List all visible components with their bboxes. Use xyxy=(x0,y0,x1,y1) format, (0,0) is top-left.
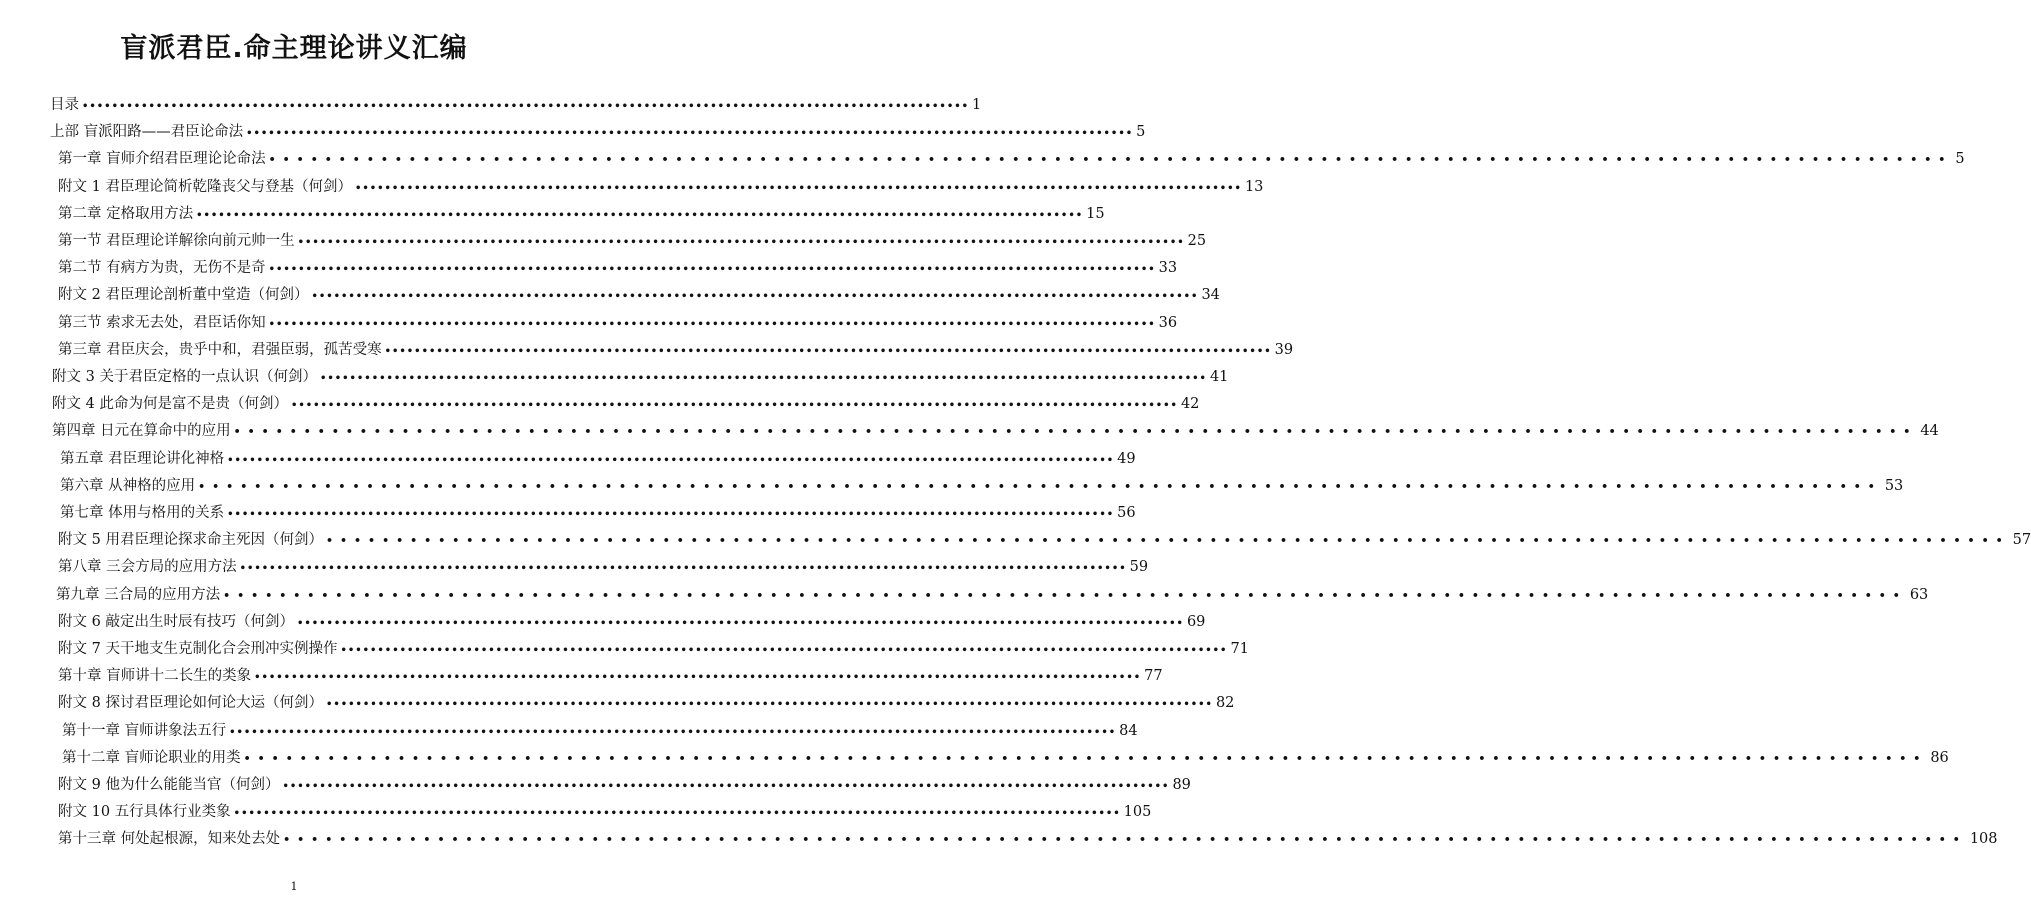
toc-entry[interactable] xyxy=(58,527,2031,553)
toc-entry-label: 附文 7 天干地支生克制化合会刑冲实例操作 xyxy=(58,641,338,657)
toc-dot-leader: •••••••••••••••••••••••••••••••••••••••••••••••••••••••••••••••••••••••••••••••••••••••••••••••••••••••••••••••••••••••• xyxy=(229,726,1117,738)
toc-dot-leader: •••••••••••••••••••••••••••••••••••••••••••••••••••••••••••••••••••••••••••••••••••••••••••••••••••••••••••••••••••••••• xyxy=(243,751,1928,765)
toc-entry-label: 第十三章 何处起根源，知来处去处 xyxy=(58,831,281,848)
toc-entry-page: 53 xyxy=(1884,477,1904,494)
toc-entry-label: 附文 6 敲定出生时辰有技巧（何剑） xyxy=(58,613,294,630)
toc-dot-leader: •••••••••••••••••••••••••••••••••••••••••••••••••••••••••••••••••••••••••••••••••••••••••••••••••••••••••••••••••••••••• xyxy=(282,781,1170,792)
toc-entry-label: 第八章 三会方局的应用方法 xyxy=(58,559,237,576)
toc-entry-page: 41 xyxy=(1209,369,1229,385)
toc-entry[interactable] xyxy=(58,255,1178,281)
toc-entry-label: 第五章 君臣理论讲化神格 xyxy=(60,450,225,467)
toc-entry[interactable] xyxy=(52,364,1229,390)
toc-entry[interactable] xyxy=(58,146,1965,172)
toc-entry[interactable] xyxy=(62,745,1949,771)
toc-entry[interactable] xyxy=(60,446,1136,472)
toc-dot-leader: •••••••••••••••••••••••••••••••••••••••••••••••••••••••••••••••••••••••••••••••••••••••••••••••••••••••••••••••••••••••• xyxy=(227,509,1115,520)
toc-entry[interactable] xyxy=(58,228,1207,254)
toc-entry[interactable] xyxy=(58,554,1149,580)
toc-entry-label: 第一章 盲师介绍君臣理论论命法 xyxy=(58,151,266,168)
toc-entry-page: 5 xyxy=(1955,151,1965,168)
toc-entry-label: 附文 9 他为什么能能当官（何剑） xyxy=(58,777,280,793)
toc-entry-page: 1 xyxy=(972,97,982,113)
toc-entry-label: 附文 5 用君臣理论探求命主死因（何剑） xyxy=(58,532,323,549)
toc-dot-leader: •••••••••••••••••••••••••••••••••••••••••••••••••••••••••••••••••••••••••••••••••••••••••••••••••••••••••••••••••••••••• xyxy=(268,318,1156,330)
toc-entry[interactable] xyxy=(58,609,1206,635)
toc-dot-leader: •••••••••••••••••••••••••••••••••••••••••••••••••••••••••••••••••••••••••••••••••••••••••••••••••••••••••••••••••••••••• xyxy=(283,833,1967,847)
toc-entry[interactable] xyxy=(58,201,1105,227)
toc-dot-leader: •••••••••••••••••••••••••••••••••••••••••••••••••••••••••••••••••••••••••••••••••••••••••••••••••••••••••••••••••••••••• xyxy=(233,425,1918,439)
toc-dot-leader: •••••••••••••••••••••••••••••••••••••••••••••••••••••••••••••••••••••••••••••••••••••••••••••••••••••••••••••••••••••••• xyxy=(340,645,1228,656)
toc-entry[interactable] xyxy=(58,282,1220,308)
toc-entry[interactable] xyxy=(50,119,1146,145)
toc-dot-leader: •••••••••••••••••••••••••••••••••••••••••••••••••••••••••••••••••••••••••••••••••••••••••••••••••••••••••••••••••••••••• xyxy=(246,128,1134,140)
toc-entry[interactable] xyxy=(52,391,1200,417)
toc-entry[interactable] xyxy=(58,337,1294,363)
toc-entry[interactable] xyxy=(60,473,1904,499)
toc-dot-leader: •••••••••••••••••••••••••••••••••••••••••••••••••••••••••••••••••••••••••••••••••••••••••••••••••••••••••••••••••••••••• xyxy=(223,588,1907,602)
toc-entry-label: 上部 盲派阳路——君臣论命法 xyxy=(50,124,244,141)
toc-dot-leader: •••••••••••••••••••••••••••••••••••••••••••••••••••••••••••••••••••••••••••••••••••••••••••••••••••••••••••••••••••••••• xyxy=(196,209,1084,221)
toc-entry[interactable] xyxy=(58,772,1191,798)
toc-entry-page: 105 xyxy=(1123,804,1152,821)
toc-entry-label: 第十章 盲师讲十二长生的类象 xyxy=(58,668,252,685)
toc-entry[interactable] xyxy=(58,663,1163,689)
toc-entry-page: 69 xyxy=(1186,613,1206,630)
toc-dot-leader: •••••••••••••••••••••••••••••••••••••••••••••••••••••••••••••••••••••••••••••••••••••••••••••••••••••••••••••••••••••••• xyxy=(325,534,2010,548)
toc-entry[interactable] xyxy=(58,310,1178,336)
toc-dot-leader: •••••••••••••••••••••••••••••••••••••••••••••••••••••••••••••••••••••••••••••••••••••••••••••••••••••••••••••••••••••••• xyxy=(227,454,1115,466)
toc-entry[interactable] xyxy=(62,718,1138,744)
toc-entry-label: 附文 2 君臣理论剖析董中堂造（何剑） xyxy=(58,287,309,304)
toc-entry[interactable] xyxy=(50,92,982,118)
toc-dot-leader: •••••••••••••••••••••••••••••••••••••••••••••••••••••••••••••••••••••••••••••••••••••••••••••••••••••••••••••••••••••••• xyxy=(254,672,1142,684)
toc-dot-leader: •••••••••••••••••••••••••••••••••••••••••••••••••••••••••••••••••••••••••••••••••••••••••••••••••••••••••••••••••••••••• xyxy=(82,101,969,112)
toc-entry[interactable] xyxy=(60,500,1136,526)
toc-entry-label: 第七章 体用与格用的关系 xyxy=(60,505,225,521)
toc-entry-page: 34 xyxy=(1201,287,1220,304)
toc-entry-page: 56 xyxy=(1117,505,1136,521)
toc-dot-leader: •••••••••••••••••••••••••••••••••••••••••••••••••••••••••••••••••••••••••••••••••••••••••••••••••••••••••••••••••••••••• xyxy=(354,182,1242,194)
toc-dot-leader: •••••••••••••••••••••••••••••••••••••••••••••••••••••••••••••••••••••••••••••••••••••••••••••••••••••••••••••••••••••••• xyxy=(268,153,1953,167)
toc-entry-label: 第二节 有病方为贵，无伤不是奇 xyxy=(58,260,266,277)
toc-entry-page: 71 xyxy=(1230,641,1249,657)
toc-entry-page: 57 xyxy=(2012,532,2031,549)
toc-entry-label: 第六章 从神格的应用 xyxy=(60,477,196,494)
toc-dot-leader: •••••••••••••••••••••••••••••••••••••••••••••••••••••••••••••••••••••••••••••••••••••••••••••••••••••••••••••••••••••••• xyxy=(198,479,1882,493)
toc-entry-page: 33 xyxy=(1158,260,1178,277)
toc-entry-label: 第四章 日元在算命中的应用 xyxy=(52,423,231,440)
toc-dot-leader: •••••••••••••••••••••••••••••••••••••••••••••••••••••••••••••••••••••••••••••••••••••••••••••••••••••••••••••••••••••••• xyxy=(384,345,1272,357)
toc-entry-label: 目录 xyxy=(50,97,79,113)
toc-entry-label: 第三章 君臣庆会，贵乎中和，君强臣弱，孤苦受寒 xyxy=(58,341,382,358)
toc-dot-leader: •••••••••••••••••••••••••••••••••••••••••••••••••••••••••••••••••••••••••••••••••••••••••••••••••••••••••••••••••••••••• xyxy=(311,291,1199,303)
toc-dot-leader: •••••••••••••••••••••••••••••••••••••••••••••••••••••••••••••••••••••••••••••••••••••••••••••••••••••••••••••••••••••••• xyxy=(290,400,1178,412)
toc-entry-label: 附文 8 探讨君臣理论如何论大运（何剑） xyxy=(58,695,323,712)
toc-dot-leader: •••••••••••••••••••••••••••••••••••••••••••••••••••••••••••••••••••••••••••••••••••••••••••••••••••••••••••••••••••••••• xyxy=(239,563,1127,575)
toc-entry-page: 25 xyxy=(1187,233,1207,249)
toc-entry-label: 第一节 君臣理论详解徐向前元帅一生 xyxy=(58,233,295,249)
toc-entry-page: 89 xyxy=(1172,777,1191,793)
page-number: 1 xyxy=(290,880,298,893)
toc-dot-leader: •••••••••••••••••••••••••••••••••••••••••••••••••••••••••••••••••••••••••••••••••••••••••••••••••••••••••••••••••••••••• xyxy=(233,808,1121,820)
toc-entry-page: 36 xyxy=(1158,314,1178,331)
toc-entry[interactable] xyxy=(56,582,1929,608)
toc-dot-leader: •••••••••••••••••••••••••••••••••••••••••••••••••••••••••••••••••••••••••••••••••••••••••••••••••••••••••••••••••••••••• xyxy=(296,617,1184,629)
toc-dot-leader: •••••••••••••••••••••••••••••••••••••••••••••••••••••••••••••••••••••••••••••••••••••••••••••••••••••••••••••••••••••••• xyxy=(319,373,1207,384)
toc-entry-page: 42 xyxy=(1180,396,1200,413)
toc-entry-page: 82 xyxy=(1215,695,1235,712)
toc-entry-label: 第十二章 盲师论职业的用类 xyxy=(62,749,241,766)
toc-dot-leader: •••••••••••••••••••••••••••••••••••••••••••••••••••••••••••••••••••••••••••••••••••••••••••••••••••••••••••••••••••••••• xyxy=(297,237,1185,248)
toc-entry[interactable] xyxy=(52,418,1939,444)
document-title: 盲派君臣.命主理论讲义汇编 xyxy=(120,33,468,64)
toc-entry-page: 108 xyxy=(1969,831,1998,848)
toc-entry-label: 附文 10 五行具体行业类象 xyxy=(58,804,231,821)
toc-entry-page: 15 xyxy=(1086,205,1105,222)
toc-entry-page: 77 xyxy=(1144,668,1163,685)
toc-entry-page: 63 xyxy=(1909,586,1929,603)
toc-entry[interactable] xyxy=(58,690,1235,716)
toc-entry[interactable] xyxy=(58,636,1249,662)
toc-dot-leader: •••••••••••••••••••••••••••••••••••••••••••••••••••••••••••••••••••••••••••••••••••••••••••••••••••••••••••••••••••••••• xyxy=(325,699,1213,711)
toc-entry-page: 86 xyxy=(1930,749,1949,766)
toc-entry[interactable] xyxy=(58,799,1152,825)
toc-entry-label: 附文 4 此命为何是富不是贵（何剑） xyxy=(52,396,288,413)
toc-entry-label: 第十一章 盲师讲象法五行 xyxy=(62,722,227,739)
toc-entry-page: 59 xyxy=(1129,559,1149,576)
toc-entry[interactable] xyxy=(58,174,1264,200)
toc-entry[interactable] xyxy=(58,826,1998,852)
toc-entry-page: 5 xyxy=(1136,124,1146,141)
toc-entry-label: 第二章 定格取用方法 xyxy=(58,205,194,222)
toc-entry-page: 39 xyxy=(1274,341,1294,358)
toc-entry-label: 第九章 三合局的应用方法 xyxy=(56,586,221,603)
toc-entry-page: 44 xyxy=(1920,423,1939,440)
toc-entry-page: 13 xyxy=(1244,178,1264,195)
toc-entry-label: 附文 3 关于君臣定格的一点认识（何剑） xyxy=(52,369,317,385)
toc-entry-label: 第三节 索求无去处，君臣话你知 xyxy=(58,314,266,331)
toc-dot-leader: •••••••••••••••••••••••••••••••••••••••••••••••••••••••••••••••••••••••••••••••••••••••••••••••••••••••••••••••••••••••• xyxy=(268,264,1156,276)
toc-entry-label: 附文 1 君臣理论简析乾隆丧父与登基（何剑） xyxy=(58,178,352,195)
toc-entry-page: 49 xyxy=(1117,450,1136,467)
toc-entry-page: 84 xyxy=(1119,722,1138,739)
